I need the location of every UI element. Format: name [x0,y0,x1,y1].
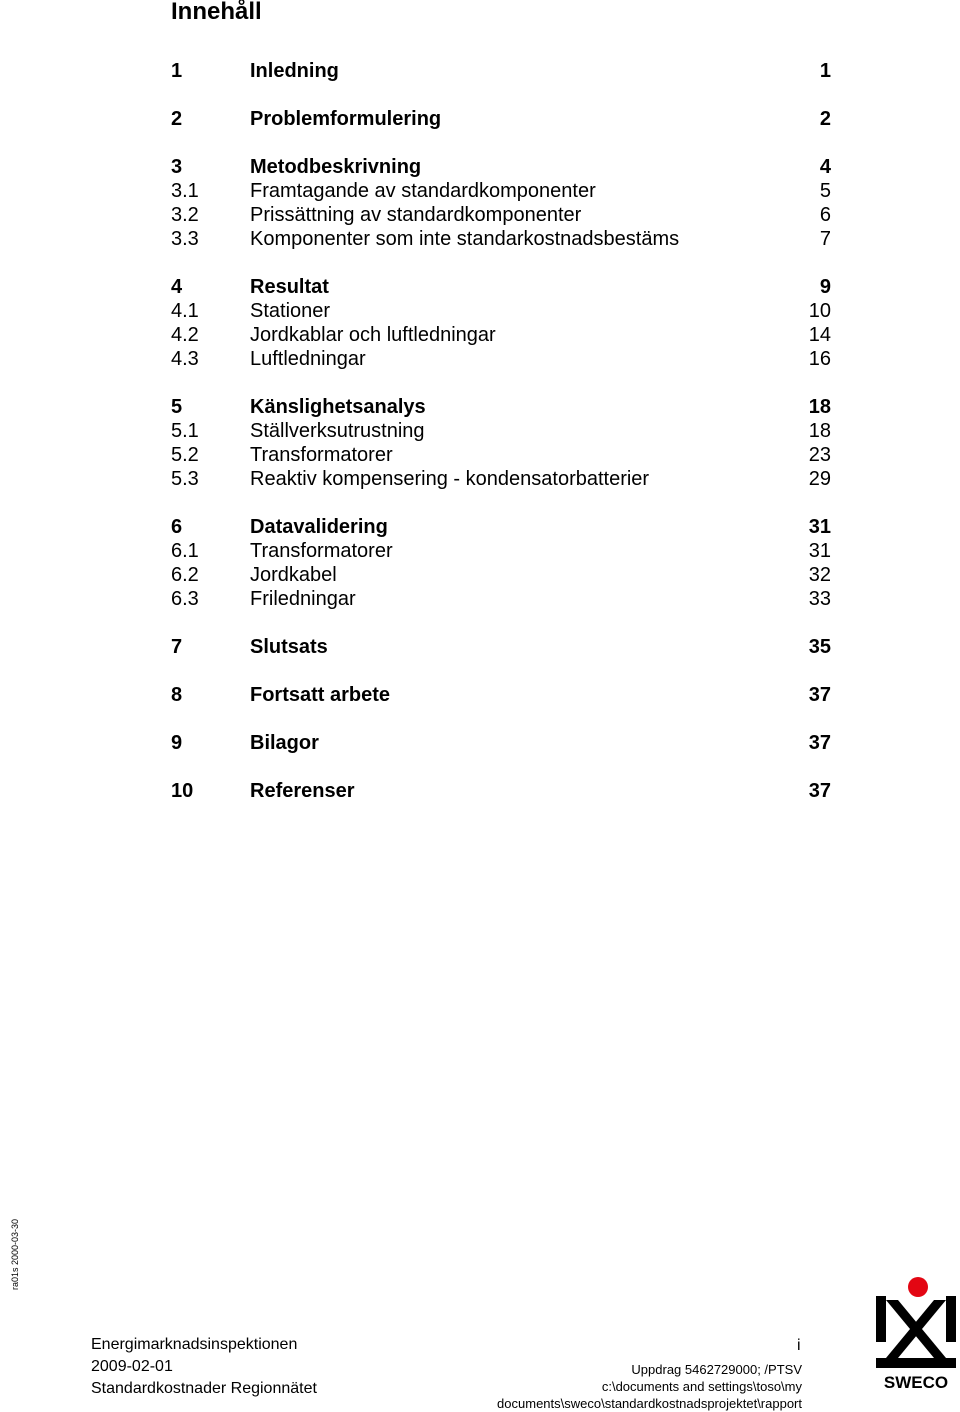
logo-mark [876,1296,956,1368]
entry-page: 1 [819,60,831,82]
toc-section-row [171,227,831,251]
toc-group [171,59,831,83]
entry-number: 4.1 [171,300,199,322]
entry-number: 6.2 [171,564,199,586]
entry-number: 5.2 [171,444,199,466]
side-code: ra01s 2000-03-30 [10,1218,20,1290]
entry-title: Transformatorer [250,444,393,466]
toc-chapter-row [171,59,831,83]
entry-number: 5.3 [171,468,199,490]
entry-title: Slutsats [250,636,328,658]
toc-chapter-row [171,683,831,707]
entry-page: 37 [808,684,831,706]
toc-section-row [171,563,831,587]
entry-number: 7 [171,636,183,658]
footer-right [497,1361,802,1411]
entry-page: 37 [808,780,831,802]
entry-number: 4 [171,276,183,298]
entry-title: Prissättning av standardkomponenter [250,204,582,226]
footer-left [91,1334,317,1400]
toc-chapter-row [171,395,831,419]
logo-red-dot [908,1277,928,1297]
toc-group [171,515,831,611]
page-number: i [797,1337,801,1354]
entry-page: 35 [808,636,831,658]
entry-title: Friledningar [250,588,356,610]
page-title: Innehåll [171,0,262,25]
toc-chapter-row [171,155,831,179]
toc-group [171,395,831,491]
entry-page: 10 [808,300,831,322]
toc-group [171,779,831,803]
toc-group [171,683,831,707]
entry-title: Resultat [250,276,329,298]
entry-title: Datavalidering [250,516,388,538]
entry-title: Bilagor [250,732,319,754]
entry-title: Metodbeskrivning [250,156,422,178]
toc-section-row [171,587,831,611]
entry-number: 3.2 [171,204,199,226]
entry-title: Framtagande av standardkomponenter [250,180,596,202]
entry-title: Luftledningar [250,348,366,370]
toc-section-row [171,539,831,563]
toc-chapter-row [171,107,831,131]
entry-number: 6.1 [171,540,199,562]
entry-number: 4.2 [171,324,199,346]
toc-chapter-row [171,515,831,539]
entry-number: 1 [171,60,183,82]
toc-group [171,107,831,131]
entry-page: 32 [808,564,831,586]
entry-title: Transformatorer [250,540,393,562]
toc-section-row [171,443,831,467]
entry-page: 14 [808,324,831,346]
toc-chapter-row [171,779,831,803]
entry-number: 3.1 [171,180,199,202]
entry-title: Komponenter som inte standarkostnadsbestäms [250,228,680,250]
entry-number: 10 [171,780,194,802]
entry-title: Stationer [250,300,331,322]
footer-date: 2009-02-01 [91,1358,173,1375]
entry-page: 33 [808,588,831,610]
entry-number: 5.1 [171,420,199,442]
entry-number: 6 [171,516,183,538]
entry-number: 3.3 [171,228,199,250]
footer-assignment: Uppdrag 5462729000; /PTSV [631,1362,802,1377]
entry-page: 29 [808,468,831,490]
toc-section-row [171,347,831,371]
logo-text: SWECO [883,1373,949,1392]
toc-section-row [171,179,831,203]
toc-group [171,155,831,251]
entry-page: 23 [808,444,831,466]
entry-title: Fortsatt arbete [250,684,391,706]
entry-page: 16 [808,348,831,370]
entry-number: 9 [171,732,183,754]
sweco-logo-icon [876,1276,956,1394]
entry-page: 7 [819,228,831,250]
toc-chapter-row [171,635,831,659]
toc-section-row [171,299,831,323]
entry-page: 6 [819,204,831,226]
entry-number: 8 [171,684,183,706]
entry-title: Jordkabel [250,564,337,586]
entry-number: 4.3 [171,348,199,370]
entry-page: 2 [819,108,831,130]
entry-number: 6.3 [171,588,199,610]
toc-section-row [171,419,831,443]
entry-page: 18 [808,396,831,418]
table-of-contents [171,59,831,827]
sweco-logo [876,1276,956,1394]
entry-number: 3 [171,156,183,178]
toc-chapter-row [171,275,831,299]
entry-page: 37 [808,732,831,754]
footer-path-line-2: documents\sweco\standardkostnadsprojektet\rapport [497,1396,802,1411]
toc-section-row [171,203,831,227]
entry-title: Problemformulering [250,108,442,130]
toc-group [171,731,831,755]
entry-title: Referenser [250,780,355,802]
entry-page: 18 [808,420,831,442]
entry-page: 4 [819,156,831,178]
entry-page: 31 [808,540,831,562]
footer-document-title: Standardkostnader Regionnätet [91,1380,317,1397]
entry-title: Känslighetsanalys [250,396,426,418]
entry-title: Inledning [250,60,339,82]
entry-number: 2 [171,108,183,130]
toc-section-row [171,323,831,347]
entry-title: Reaktiv kompensering - kondensatorbatterier [250,468,650,490]
entry-number: 5 [171,396,183,418]
entry-page: 31 [808,516,831,538]
entry-page: 9 [819,276,831,298]
footer-organization: Energimarknadsinspektionen [91,1336,298,1353]
entry-title: Jordkablar och luftledningar [250,324,496,346]
toc-chapter-row [171,731,831,755]
entry-title: Ställverksutrustning [250,420,425,442]
toc-section-row [171,467,831,491]
toc-group [171,635,831,659]
entry-page: 5 [819,180,831,202]
toc-group [171,275,831,371]
footer-path-line-1: c:\documents and settings\toso\my [601,1379,802,1394]
